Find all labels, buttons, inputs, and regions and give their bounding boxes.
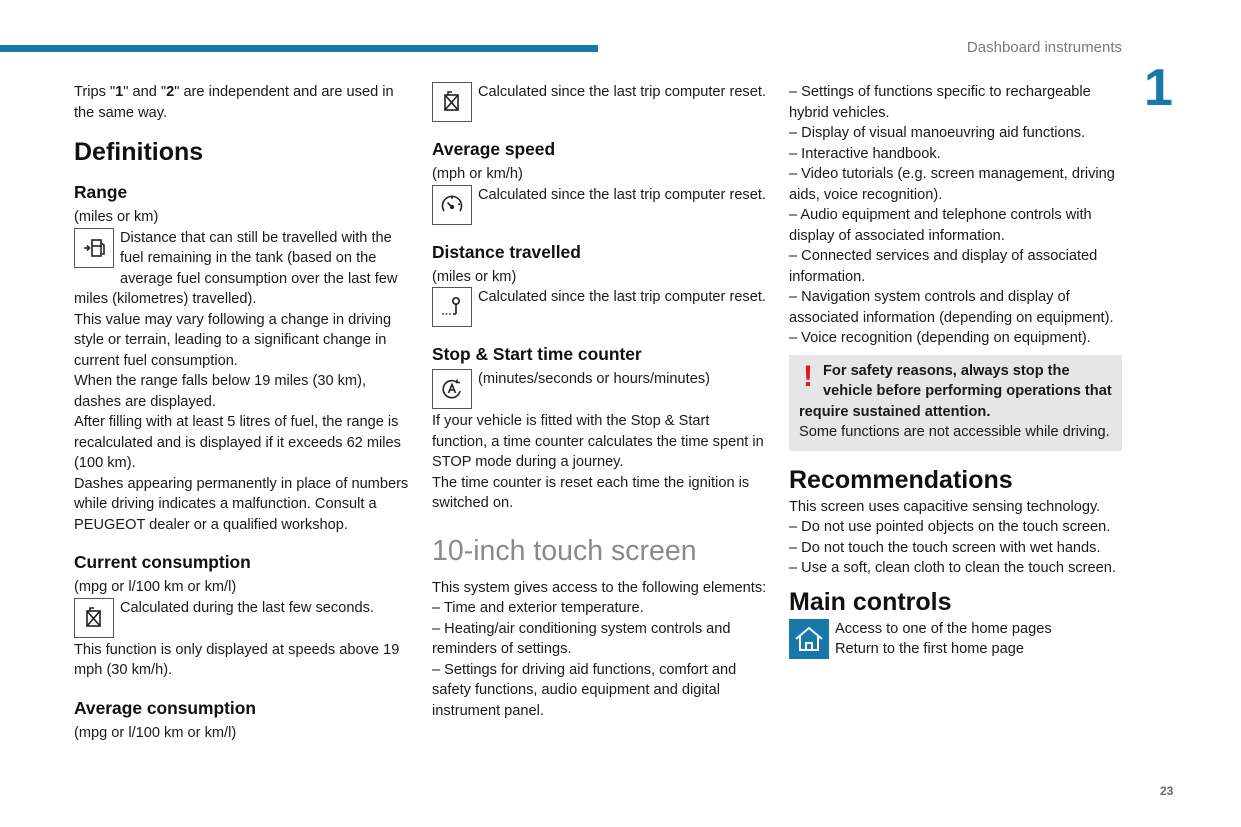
current-consumption-description: Calculated during the last few seconds. [120, 599, 374, 616]
distance-travelled-heading: Distance travelled [432, 241, 581, 262]
stop-start-heading: Stop & Start time counter [432, 344, 642, 364]
list-item: – Interactive handbook. [789, 145, 941, 162]
stop-start-note-1: If your vehicle is fitted with the Stop & Start function, a time counter calculates the time spent in STOP mode during a journey. [432, 413, 764, 470]
touch-screen-heading: 10-inch touch screen [432, 534, 697, 567]
average-consumption-unit: (mpg or l/100 km or km/l) [74, 724, 237, 741]
page-number: 23 [1160, 784, 1174, 798]
list-item: – Use a soft, clean cloth to clean the touch screen. [789, 560, 1116, 576]
list-item: – Navigation system controls and display of associated information (depending on equipment). [789, 289, 1114, 326]
fuel-pump-range-icon [74, 228, 114, 268]
average-speed-heading: Average speed [432, 139, 556, 159]
list-item: – Audio equipment and telephone controls with display of associated information. [789, 207, 1092, 244]
main-controls-heading: Main controls [789, 587, 952, 616]
main-controls-line-2: Return to the first home page [835, 641, 1025, 657]
current-consumption-note: This function is only displayed at speeds above 19 mph (30 km/h). [74, 641, 400, 678]
recommendations-heading: Recommendations [789, 465, 1013, 494]
warning-strong-text: For safety reasons, always stop the vehicle before performing operations that require sustained attention. [799, 362, 1112, 420]
recommendations-intro: This screen uses capacitive sensing technology. [789, 498, 1101, 515]
main-controls-line-1: Access to one of the home pages [835, 620, 1052, 637]
fuel-consumption-icon [74, 598, 114, 638]
current-consumption-heading: Current consumption [74, 552, 251, 572]
definitions-heading: Definitions [74, 138, 204, 166]
distance-pin-icon [432, 287, 472, 327]
fuel-consumption-icon [432, 82, 472, 122]
range-description: Distance that can still be travelled with the fuel remaining in the tank (based on the average fuel consumption over the last few miles (kilometres) travelled). [74, 229, 398, 307]
header-accent-bar [0, 45, 598, 52]
list-item: – Display of visual manoeuvring aid functions. [789, 125, 1086, 141]
home-icon [789, 619, 829, 659]
average-consumption-heading: Average consumption [74, 697, 256, 718]
range-unit: (miles or km) [74, 209, 159, 225]
touch-screen-intro: This system gives access to the following elements: [432, 579, 767, 596]
average-consumption-description: Calculated since the last trip computer reset. [478, 84, 766, 100]
trips-intro: Trips "1" and "2" are independent and are used in the same way. [74, 84, 394, 121]
column-2 [432, 82, 768, 721]
stop-start-icon [432, 369, 472, 409]
stop-start-note-2: The time counter is reset each time the ignition is switched on. [432, 474, 750, 511]
list-item: – Heating/air conditioning system controls and reminders of settings. [432, 620, 731, 657]
column-3 [789, 82, 1122, 661]
average-speed-unit: (mph or km/h) [432, 166, 523, 182]
warning-text: Some functions are not accessible while driving. [799, 424, 1110, 440]
list-item: – Video tutorials (e.g. screen management, driving aids, voice recognition). [789, 166, 1115, 203]
range-note-3: After filling with at least 5 litres of fuel, the range is recalculated and is displayed if it exceeds 62 miles (100 km). [74, 414, 401, 471]
list-item: – Connected services and display of associated information. [789, 248, 1098, 285]
list-item: – Voice recognition (depending on equipment). [789, 330, 1091, 346]
chapter-number: 1 [1144, 59, 1173, 117]
warning-icon: ! [803, 359, 813, 393]
distance-travelled-description: Calculated since the last trip computer reset. [478, 289, 766, 305]
list-item: – Settings for driving aid functions, comfort and safety functions, audio equipment and digital instrument panel. [432, 661, 737, 719]
list-item: – Time and exterior temperature. [432, 600, 644, 616]
stop-start-unit: (minutes/seconds or hours/minutes) [478, 371, 710, 387]
current-consumption-unit: (mpg or l/100 km or km/l) [74, 579, 237, 595]
speedometer-icon [432, 185, 472, 225]
section-title: Dashboard instruments [966, 39, 1122, 56]
range-heading: Range [74, 182, 128, 202]
column-1 [74, 82, 412, 743]
range-note-4: Dashes appearing permanently in place of numbers while driving indicates a malfunction. Consult a PEUGEOT dealer or a qualified workshop. [74, 475, 409, 533]
list-item: – Do not touch the touch screen with wet hands. [789, 539, 1101, 556]
average-speed-description: Calculated since the last trip computer reset. [478, 186, 766, 203]
list-item: – Do not use pointed objects on the touch screen. [789, 519, 1111, 535]
safety-warning-box [789, 355, 1122, 451]
list-item: – Settings of functions specific to rechargeable hybrid vehicles. [789, 84, 1091, 121]
distance-travelled-unit: (miles or km) [432, 268, 517, 285]
range-note-1: This value may vary following a change in driving style or terrain, leading to a significant change in current fuel consumption. [74, 311, 392, 369]
range-note-2: When the range falls below 19 miles (30 km), dashes are displayed. [74, 373, 367, 410]
